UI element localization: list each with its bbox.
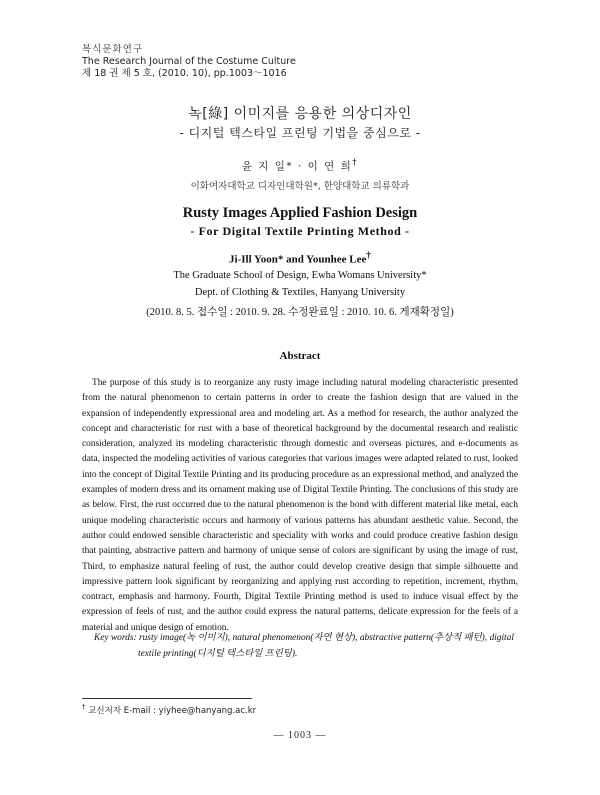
english-author-names: Ji-Ill Yoon* and Younhee Lee [229,253,367,266]
english-title: Rusty Images Applied Fashion Design [182,205,418,221]
korean-authors [0,158,600,174]
korean-corresponding-mark: † [352,158,359,168]
keywords [94,630,518,662]
keywords-line-1: Key words: rusty image(녹 이미지), natural phenomenon(자연 현상), abstractive pattern(추상적 패턴), digital [94,633,514,643]
journal-english-name: The Research Journal of the Costume Culture [82,56,296,67]
footnote-mark: † [82,703,86,711]
english-subtitle: - For Digital Textile Printing Method - [190,224,410,238]
footnote [82,703,256,716]
page-number: — 1003 — [273,730,327,741]
english-corresponding-mark: † [366,250,371,260]
korean-affiliation: 이화여자대학교 디자인대학원*, 한양대학교 의류학과 [190,181,410,192]
english-authors [0,250,600,266]
korean-title: 녹[綠] 이미지를 응용한 의상디자인 [188,106,412,122]
abstract-heading: Abstract [279,350,321,362]
journal-header [82,44,502,80]
korean-author-names: 윤 지 일* · 이 연 희 [241,160,353,173]
keywords-line-2: textile printing(디지털 텍스타일 프린팅). [138,649,298,659]
english-affiliation-1: The Graduate School of Design, Ewha Womans University* [173,270,427,281]
footnote-text: 교신저자 E-mail : yiyhee@hanyang.ac.kr [88,705,257,716]
abstract-body: The purpose of this study is to reorganize any rusty image including natural modeling characteristic presented from the natural phenomenon to certain patterns in order to create the fashion design that are valued in the expansion of independently expressional area and modeling art. As a method for research, the author analyzed the concept and characteristic for rust with a base of theoretical background by the documental research and realistic consideration, analyzed its modeling characteristic through domestic and overseas pictures, and e-documents as data, inspected the modeling activities of various categories that various images were adapted related to rust, looked into the concept of Digital Textile Printing and its producing procedure as an expressional method, and analyzed the examples of modern dress and its ornament making use of Digital Textile Printing. The conclusions of this study are as below. First, the rust occurred due to the natural phenomenon is the bond with different material like metal, each unique modeling characteristic occurs and harmony of various patterns has abundant aesthetic value. Second, the author could endowed sensible characteristic and speciality with works and could produce creative fashion design that painting, abstractive pattern and harmony of unique sense of colors are significant by using the image of rust, Third, to emphasize natural feeling of rust, the author could develop creative design that simple silhouette and impressive pattern look significant by reorganizing and applying rust according to repetition, increment, rhythm, contract, emphasis and harmony. Fourth, Digital Textile Printing method is used to induce visual effect by the expression of feels of rust, and the author could express the natural patterns, delicate expression for the feels of a material and unique design of emotion. [82,378,518,633]
journal-issue-info: 제 18 권 제 5 호, (2010. 10), pp.1003～1016 [82,68,287,79]
submission-dates: (2010. 8. 5. 접수일 : 2010. 9. 28. 수정완료일 : 2010. 10. 6. 게재확정일) [146,307,454,318]
english-affiliation-2: Dept. of Clothing & Textiles, Hanyang University [194,287,406,298]
korean-subtitle: - 디지털 텍스타일 프린팅 기법을 중심으로 - [179,126,421,140]
journal-korean-name: 복식문화연구 [82,44,144,55]
footnote-divider [82,698,252,699]
